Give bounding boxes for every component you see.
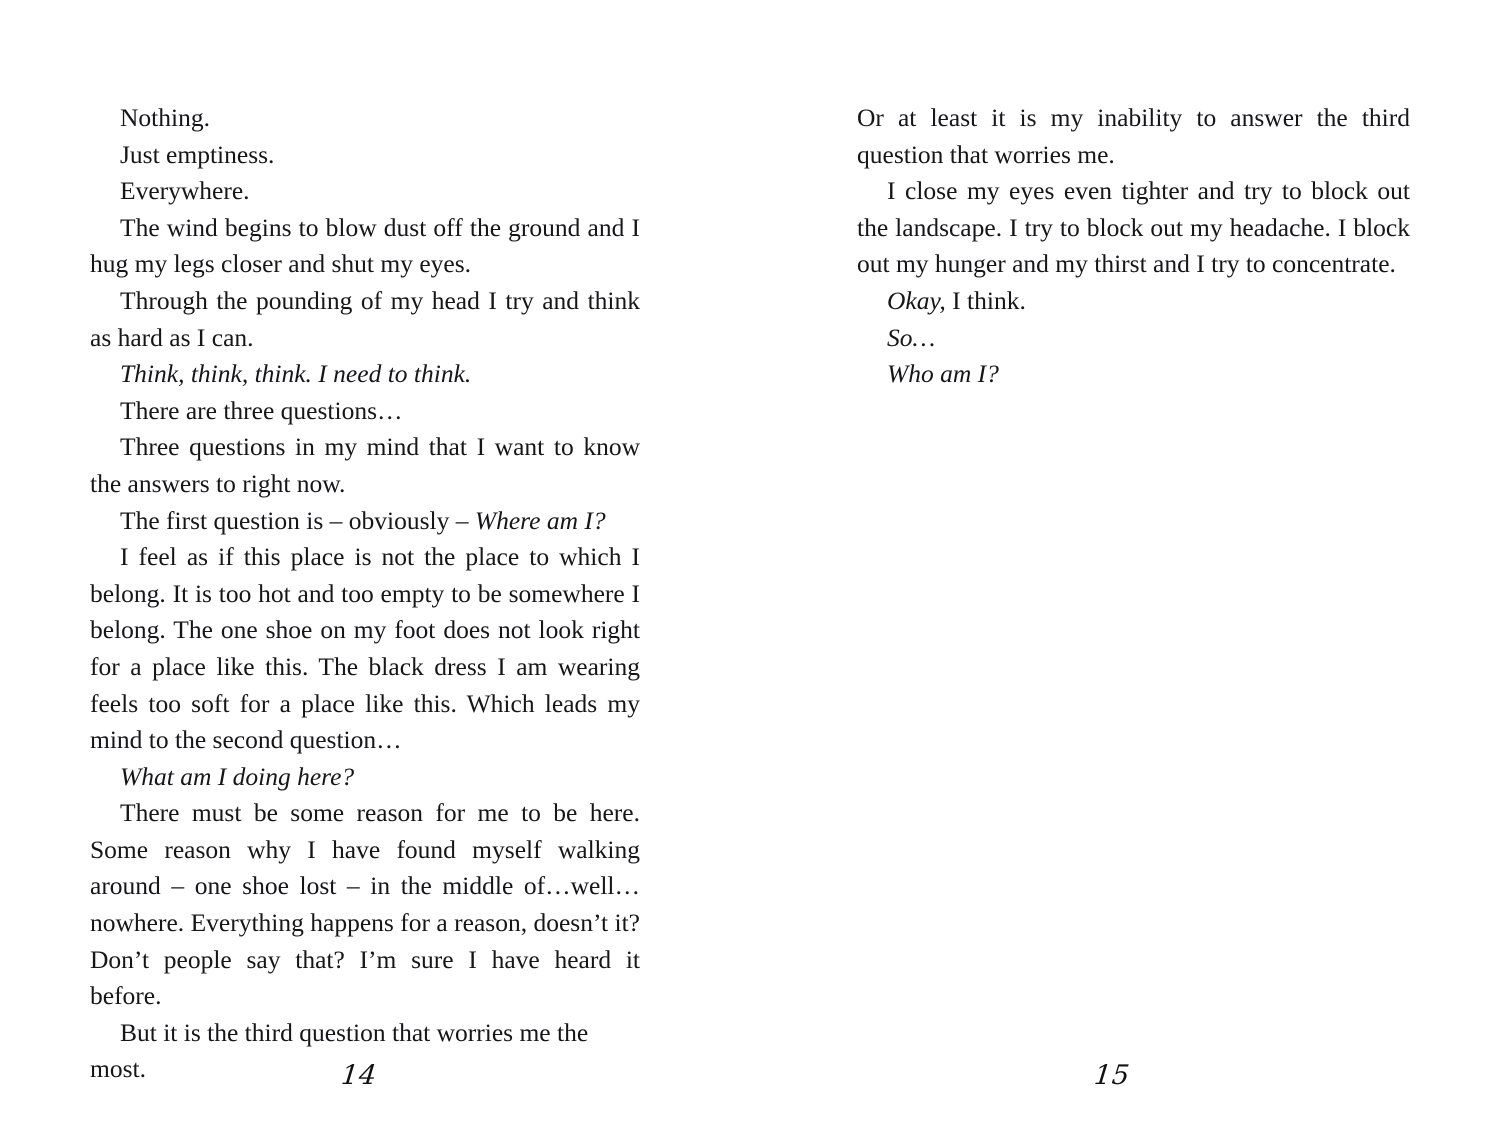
italic-text-run: What am I doing here? [120,761,355,791]
paragraph [90,210,640,283]
page-number-left: 14 [339,1060,379,1091]
text-run: I think. [945,285,1026,315]
paragraph [90,795,640,1015]
text-run: I close my eyes even tighter and try to block out the landscape. I try to block out my headache. I block out my hunger and my thirst and I try to concentrate. [857,176,1410,279]
page-number-right: 15 [1092,1060,1132,1091]
paragraph [90,356,640,393]
italic-text-run: Who am I? [887,359,999,389]
paragraph [90,137,640,174]
paragraph [857,320,1410,357]
text-run: The first question is – obviously – [120,505,475,535]
text-run: Through the pounding of my head I try and think as hard as I can. [90,285,640,352]
page-right [750,0,1500,1143]
paragraph [90,503,640,540]
text-run: Or at least it is my inability to answer the third question that worries me. [857,103,1410,169]
paragraph [90,429,640,502]
paragraph [857,100,1410,173]
text-run: Everywhere. [120,176,250,206]
paragraph [90,759,640,796]
paragraph [857,356,1410,393]
text-run: But it is the third question that worries me the most. [90,1017,589,1084]
paragraph [90,173,640,210]
paragraph [857,283,1410,320]
right-page-body-text [857,100,1410,393]
text-run: Just emptiness. [120,139,275,169]
italic-text-run: So… [887,322,936,352]
paragraph [90,100,640,137]
text-run: Nothing. [120,103,210,132]
italic-text-run: Where am I? [474,505,606,535]
left-page-body-text [90,100,640,1088]
text-run: I feel as if this place is not the place to which I belong. It is too hot and too empty to be somewhere I belong. The one shoe on my foot does not look right for a place like this. The black dress I am wearing feels too soft for a place like this. Which leads my mind to the second question… [90,542,640,755]
text-run: There must be some reason for me to be here. Some reason why I have found myself walking around – one shoe lost – in the middle of…well…nowhere. Everything happens for a reason, doesn’t it? Don’t people say that? I’m sure I have heard it before. [90,798,640,1011]
text-run: The wind begins to blow dust off the ground and I hug my legs closer and shut my eyes. [90,212,640,279]
text-run: Three questions in my mind that I want to know the answers to right now. [90,432,640,498]
italic-text-run: Think, think, think. I need to think. [120,359,472,389]
paragraph [90,393,640,430]
italic-text-run: Okay, [887,285,946,315]
paragraph [90,539,640,759]
text-run: There are three questions… [120,395,403,425]
paragraph [857,173,1410,283]
paragraph [90,283,640,356]
